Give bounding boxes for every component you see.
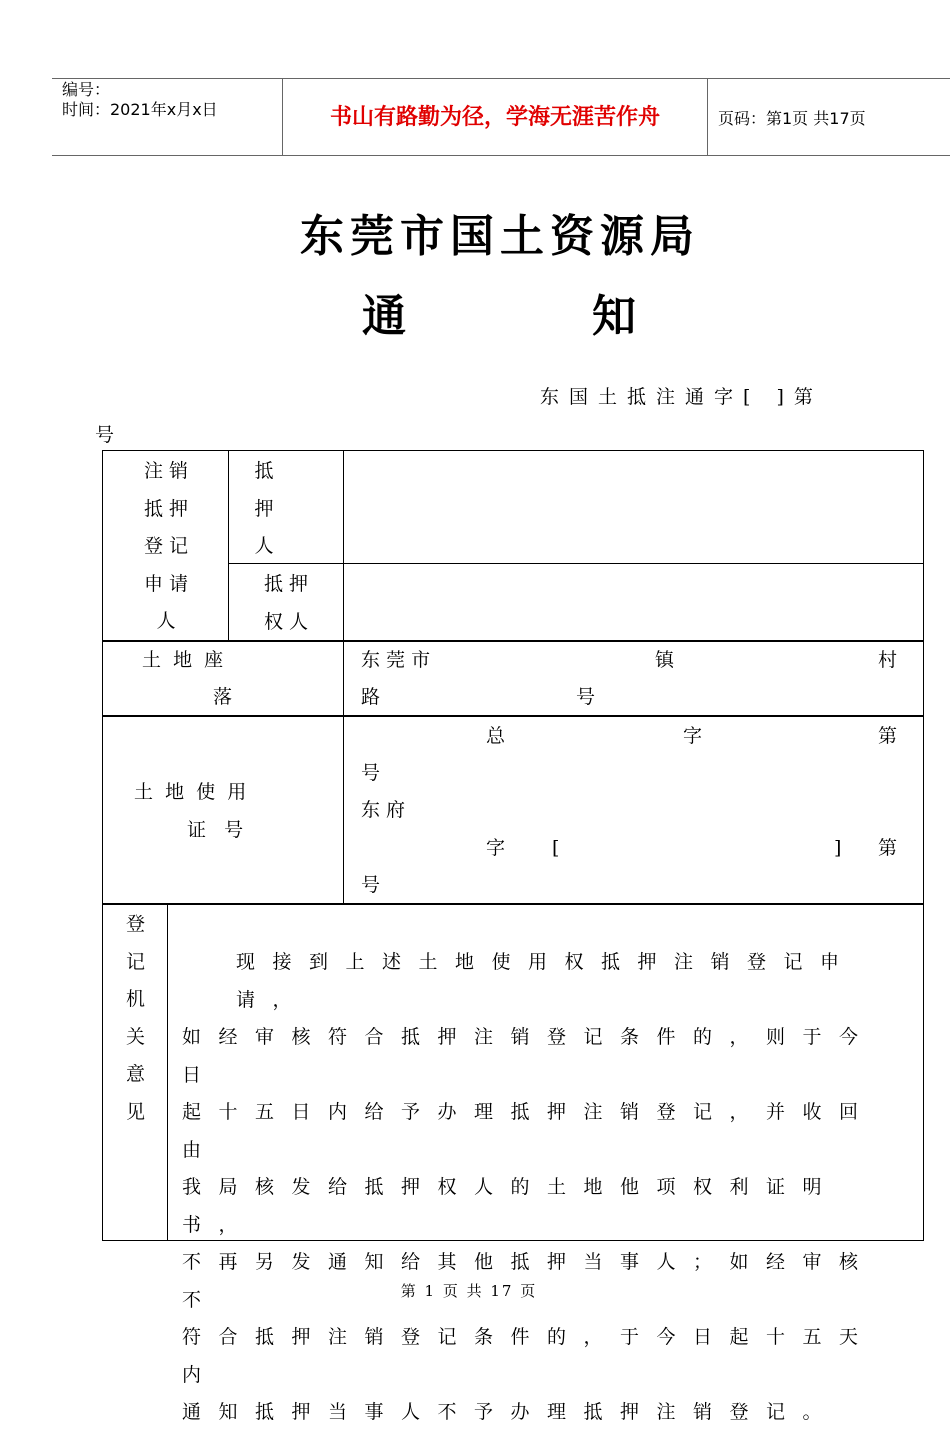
bureau-title: 东莞市国土资源局 <box>300 211 700 262</box>
applicant-label: 注 销 抵 押 登 记 申 请 人 <box>143 460 189 632</box>
cert-total: 总 <box>486 725 506 747</box>
cert-hao-1: 号 <box>361 762 381 784</box>
cert-label-line1: 土 地 使 用 <box>134 781 247 803</box>
location-number: 号 <box>576 686 596 708</box>
opinion-line: 起十五日内给予办理抵押注销登记，并收回由 <box>182 1101 876 1161</box>
cert-dongfu: 东 府 <box>361 799 406 821</box>
notice-title-char-1: 通 <box>362 291 406 342</box>
opinion-line: 通知抵押当事人不予办理抵押注销登记。 <box>182 1401 840 1423</box>
header-bottom-rule <box>52 155 950 156</box>
col-line-value <box>343 451 344 904</box>
reference-number-suffix: 号 <box>95 424 115 446</box>
motto: 书山有路勤为径，学海无涯苦作舟 <box>329 105 660 130</box>
opinion-line: 我局核发给抵押权人的土地他项权利证明书， <box>182 1176 840 1236</box>
header-meta <box>62 80 218 120</box>
row-line-cert <box>103 903 923 905</box>
mortgagor-label: 抵 押 人 <box>254 460 274 557</box>
opinion-line: 符合抵押注销登记条件的，于今日起十五天内 <box>182 1326 876 1386</box>
opinion-line: 现接到上述土地使用权抵押注销登记申请， <box>236 951 857 1011</box>
opinion-line: 如经审核符合抵押注销登记条件的，则于今日 <box>182 1026 876 1086</box>
location-label-line2: 落 <box>213 686 233 708</box>
location-road: 路 <box>361 686 381 708</box>
location-label-line1: 土 地 座 <box>142 649 224 671</box>
header-top-rule <box>52 78 950 79</box>
location-city: 东 莞 市 <box>361 649 431 671</box>
cert-bracket-open: [ <box>552 837 560 859</box>
location-town: 镇 <box>655 649 675 671</box>
page-code: 页码：第1页 共17页 <box>718 109 866 128</box>
location-village: 村 <box>878 649 898 671</box>
time-label: 时间：2021年x月x日 <box>62 100 218 119</box>
cert-di-2: 第 <box>878 837 898 859</box>
page-footer: 第 1 页 共 17 页 <box>400 1282 538 1300</box>
opinion-text <box>182 944 900 1432</box>
cert-zi-2: 字 <box>486 837 506 859</box>
cert-label-line2: 证 号 <box>187 819 244 841</box>
row-line-mortgagor <box>229 563 923 564</box>
opinion-line: 不再另发通知给其他抵押当事人；如经审核不 <box>182 1251 876 1311</box>
reference-number: 东国土抵注通字[ ]第 <box>540 386 823 408</box>
opinion-label: 登 记 机 关 意 见 <box>125 913 145 1123</box>
cert-di-1: 第 <box>878 725 898 747</box>
col-line-opinion <box>167 904 168 1240</box>
cert-hao-2: 号 <box>361 874 381 896</box>
mortgagee-label: 抵 押 权 人 <box>263 573 309 633</box>
number-label: 编号： <box>62 80 111 99</box>
cert-bracket-close: ] <box>834 837 842 859</box>
header-divider-2 <box>707 78 708 155</box>
cert-zi-1: 字 <box>683 725 703 747</box>
notice-title-char-2: 知 <box>592 291 636 342</box>
